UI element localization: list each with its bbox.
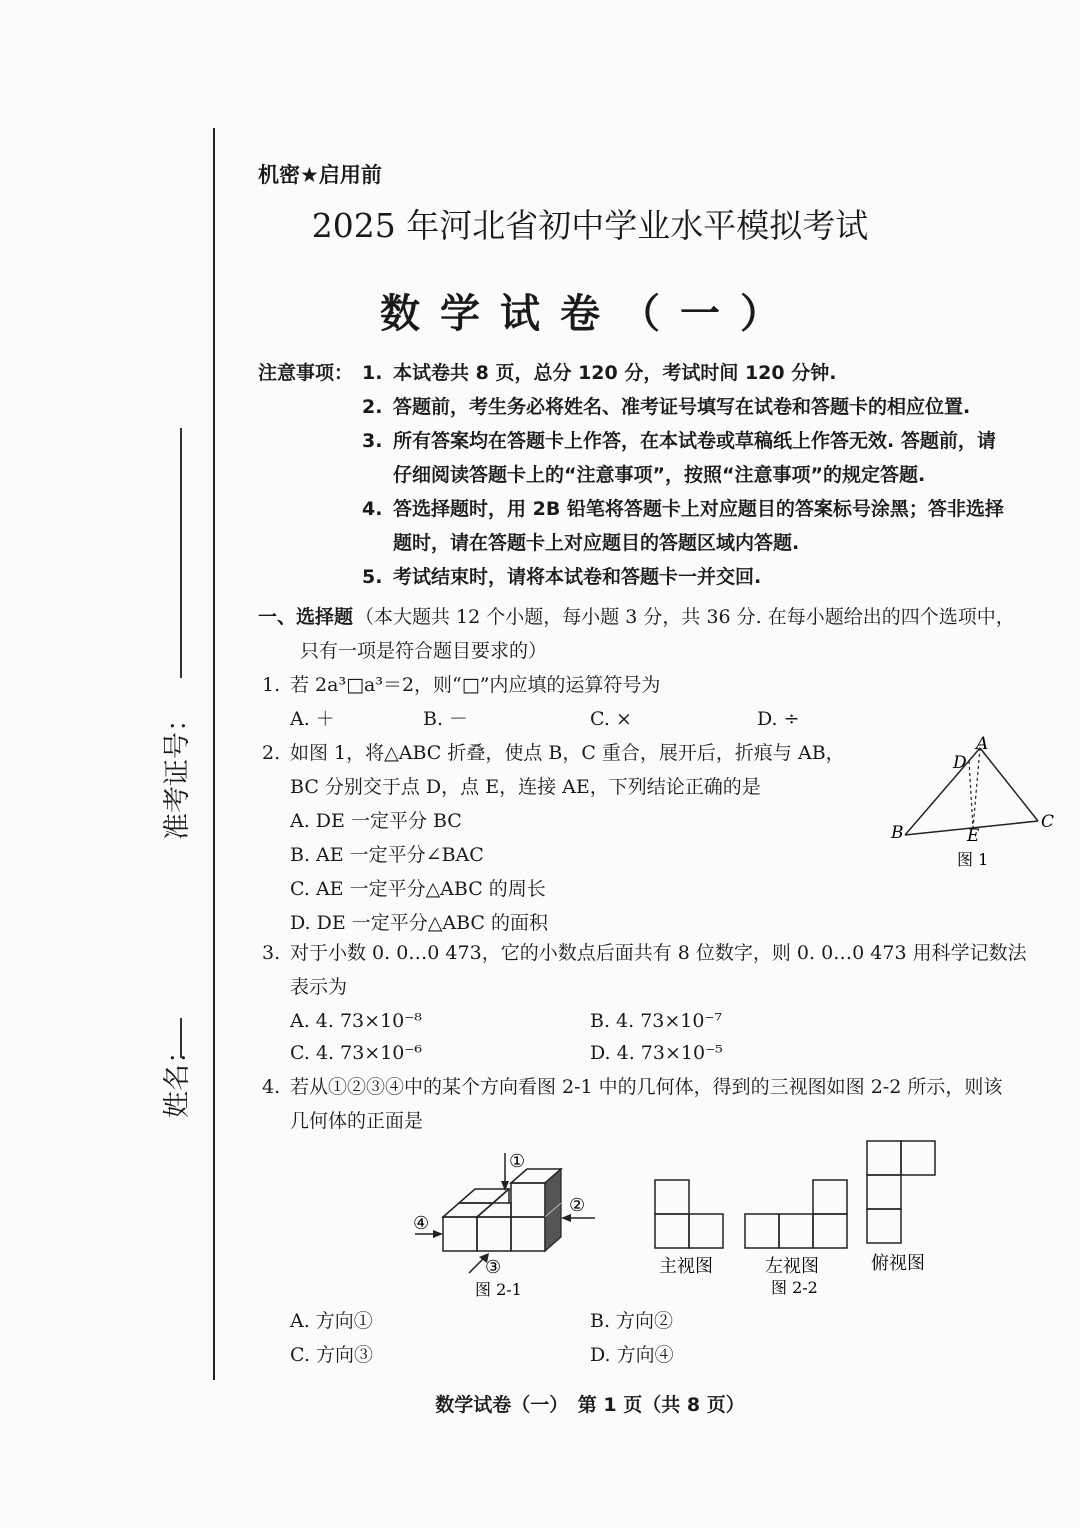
top-view-cell-3 (867, 1175, 901, 1209)
cube-front-3 (511, 1217, 545, 1251)
left-view-cell-3 (813, 1214, 847, 1248)
left-view-label: 左视图 (765, 1256, 819, 1277)
cube-top-2 (477, 1203, 511, 1217)
q3-line-2: 表示为 (290, 976, 348, 998)
notice-num-2: 2. (362, 396, 383, 418)
label-a: A (976, 735, 989, 754)
q4-number: 4. (262, 1076, 281, 1098)
front-view-label: 主视图 (659, 1256, 713, 1277)
q4-line-2: 几何体的正面是 (290, 1110, 424, 1132)
left-view-cell-2 (779, 1214, 813, 1248)
q3-line-1: 对于小数 0. 0…0 473，它的小数点后面共有 8 位数字，则 0. 0…0 473 用科学记数法 (290, 942, 1027, 964)
q2-option-c: C. AE 一定平分△ABC 的周长 (290, 878, 546, 900)
label-e: E (967, 826, 980, 846)
top-view-label: 俯视图 (871, 1253, 925, 1274)
exam-number-label: 准考证号： (162, 705, 193, 840)
q3-option-c: C. 4. 73×10⁻⁶ (290, 1042, 423, 1064)
q3-option-d: D. 4. 73×10⁻⁵ (590, 1042, 723, 1064)
cube-front-4 (511, 1183, 545, 1217)
notice-text-5: 考试结束时，请将本试卷和答题卡一并交回. (393, 566, 762, 588)
notice-text-1: 本试卷共 8 页，总分 120 分，考试时间 120 分钟. (393, 362, 837, 384)
figure-2-2-caption: 图 2-2 (771, 1278, 818, 1297)
notice-label: 注意事项： (258, 362, 354, 384)
q3-option-a: A. 4. 73×10⁻⁸ (290, 1010, 422, 1032)
top-view-cell-4 (867, 1209, 901, 1243)
front-view-cell-1 (655, 1180, 689, 1214)
q4-line-1: 若从①②③④中的某个方向看图 2-1 中的几何体，得到的三视图如图 2-2 所示，则该 (290, 1076, 1003, 1098)
cube-front-1 (443, 1217, 477, 1251)
notice-text-4b: 题时，请在答题卡上对应题目的答题区域内答题. (393, 532, 800, 554)
label-c: C (1041, 812, 1055, 832)
front-view-cell-3 (689, 1214, 723, 1248)
page-footer: 数学试卷（一） 第 1 页（共 8 页） (435, 1394, 745, 1416)
q4-option-b: B. 方向② (590, 1310, 674, 1332)
exam-title: 2025 年河北省初中学业水平模拟考试 (311, 206, 869, 245)
q3-option-b: B. 4. 73×10⁻⁷ (590, 1010, 723, 1032)
figure-2-1-solid (405, 1145, 620, 1305)
notice-num-5: 5. (362, 566, 383, 588)
label-d: D (953, 753, 967, 773)
figure-1-triangle (885, 735, 1065, 875)
notice-text-4a: 答选择题时，用 2B 铅笔将答题卡上对应题目的答案标号涂黑；答非选择 (393, 498, 1004, 520)
q2-number: 2. (262, 742, 281, 764)
notice-text-3a: 所有答案均在答题卡上作答，在本试卷或草稿纸上作答无效. 答题前，请 (393, 430, 996, 452)
q2-option-d: D. DE 一定平分△ABC 的面积 (290, 912, 549, 934)
q2-line-2: BC 分别交于点 D，点 E，连接 AE，下列结论正确的是 (290, 776, 761, 798)
left-view-cell-4 (813, 1180, 847, 1214)
q1-number: 1. (262, 674, 281, 696)
dir-1-label: ① (509, 1151, 526, 1172)
name-label: 姓名： (162, 1037, 193, 1118)
q2-line-1: 如图 1，将△ABC 折叠，使点 B，C 重合，展开后，折痕与 AB， (290, 742, 845, 764)
notice-text-2: 答题前，考生务必将姓名、准考证号填写在试卷和答题卡的相应位置. (393, 396, 971, 418)
notice-num-1: 1. (362, 362, 383, 384)
q1-option-a: A. ＋ (290, 708, 335, 730)
paper-subtitle: 数学试卷（一） (380, 291, 800, 337)
top-view-cell-2 (901, 1141, 935, 1175)
segment-ae (973, 748, 980, 828)
q3-number: 3. (262, 942, 281, 964)
q1-option-c: C. × (590, 708, 632, 730)
figure-1-caption: 图 1 (957, 850, 989, 869)
q1-option-b: B. － (423, 708, 469, 730)
section-desc-1: （本大题共 12 个小题，每小题 3 分，共 36 分. 在每小题给出的四个选项中， (355, 606, 1015, 628)
q1-stem: 若 2a³□a³＝2，则“□”内应填的运算符号为 (290, 674, 661, 696)
q2-option-b: B. AE 一定平分∠BAC (290, 844, 484, 866)
section-heading: 一、选择题 (258, 606, 354, 628)
side-ac (980, 748, 1038, 821)
notice-num-3: 3. (362, 430, 383, 452)
notice-num-4: 4. (362, 498, 383, 520)
notice-text-3b: 仔细阅读答题卡上的“注意事项”，按照“注意事项”的规定答题. (393, 464, 926, 486)
figure-2-2-views (645, 1135, 950, 1300)
confidential-mark: 机密★启用前 (258, 163, 382, 187)
section-desc-2: 只有一项是符合题目要求的） (300, 640, 548, 662)
left-view-cell-1 (745, 1214, 779, 1248)
fold-line-de (969, 761, 973, 828)
cube-front-2 (477, 1217, 511, 1251)
figure-2-1-caption: 图 2-1 (475, 1280, 522, 1299)
q1-option-d: D. ÷ (757, 708, 800, 730)
front-view-cell-2 (655, 1214, 689, 1248)
dir-4-label: ④ (413, 1213, 430, 1234)
dir-2-label: ② (569, 1195, 586, 1216)
q4-option-a: A. 方向① (290, 1310, 373, 1332)
dir-3-label: ③ (485, 1257, 502, 1278)
q2-option-a: A. DE 一定平分 BC (290, 810, 462, 832)
top-view-cell-1 (867, 1141, 901, 1175)
q4-option-d: D. 方向④ (590, 1344, 674, 1366)
q4-option-c: C. 方向③ (290, 1344, 373, 1366)
label-b: B (891, 823, 904, 843)
exam-number-blank[interactable] (180, 428, 182, 678)
